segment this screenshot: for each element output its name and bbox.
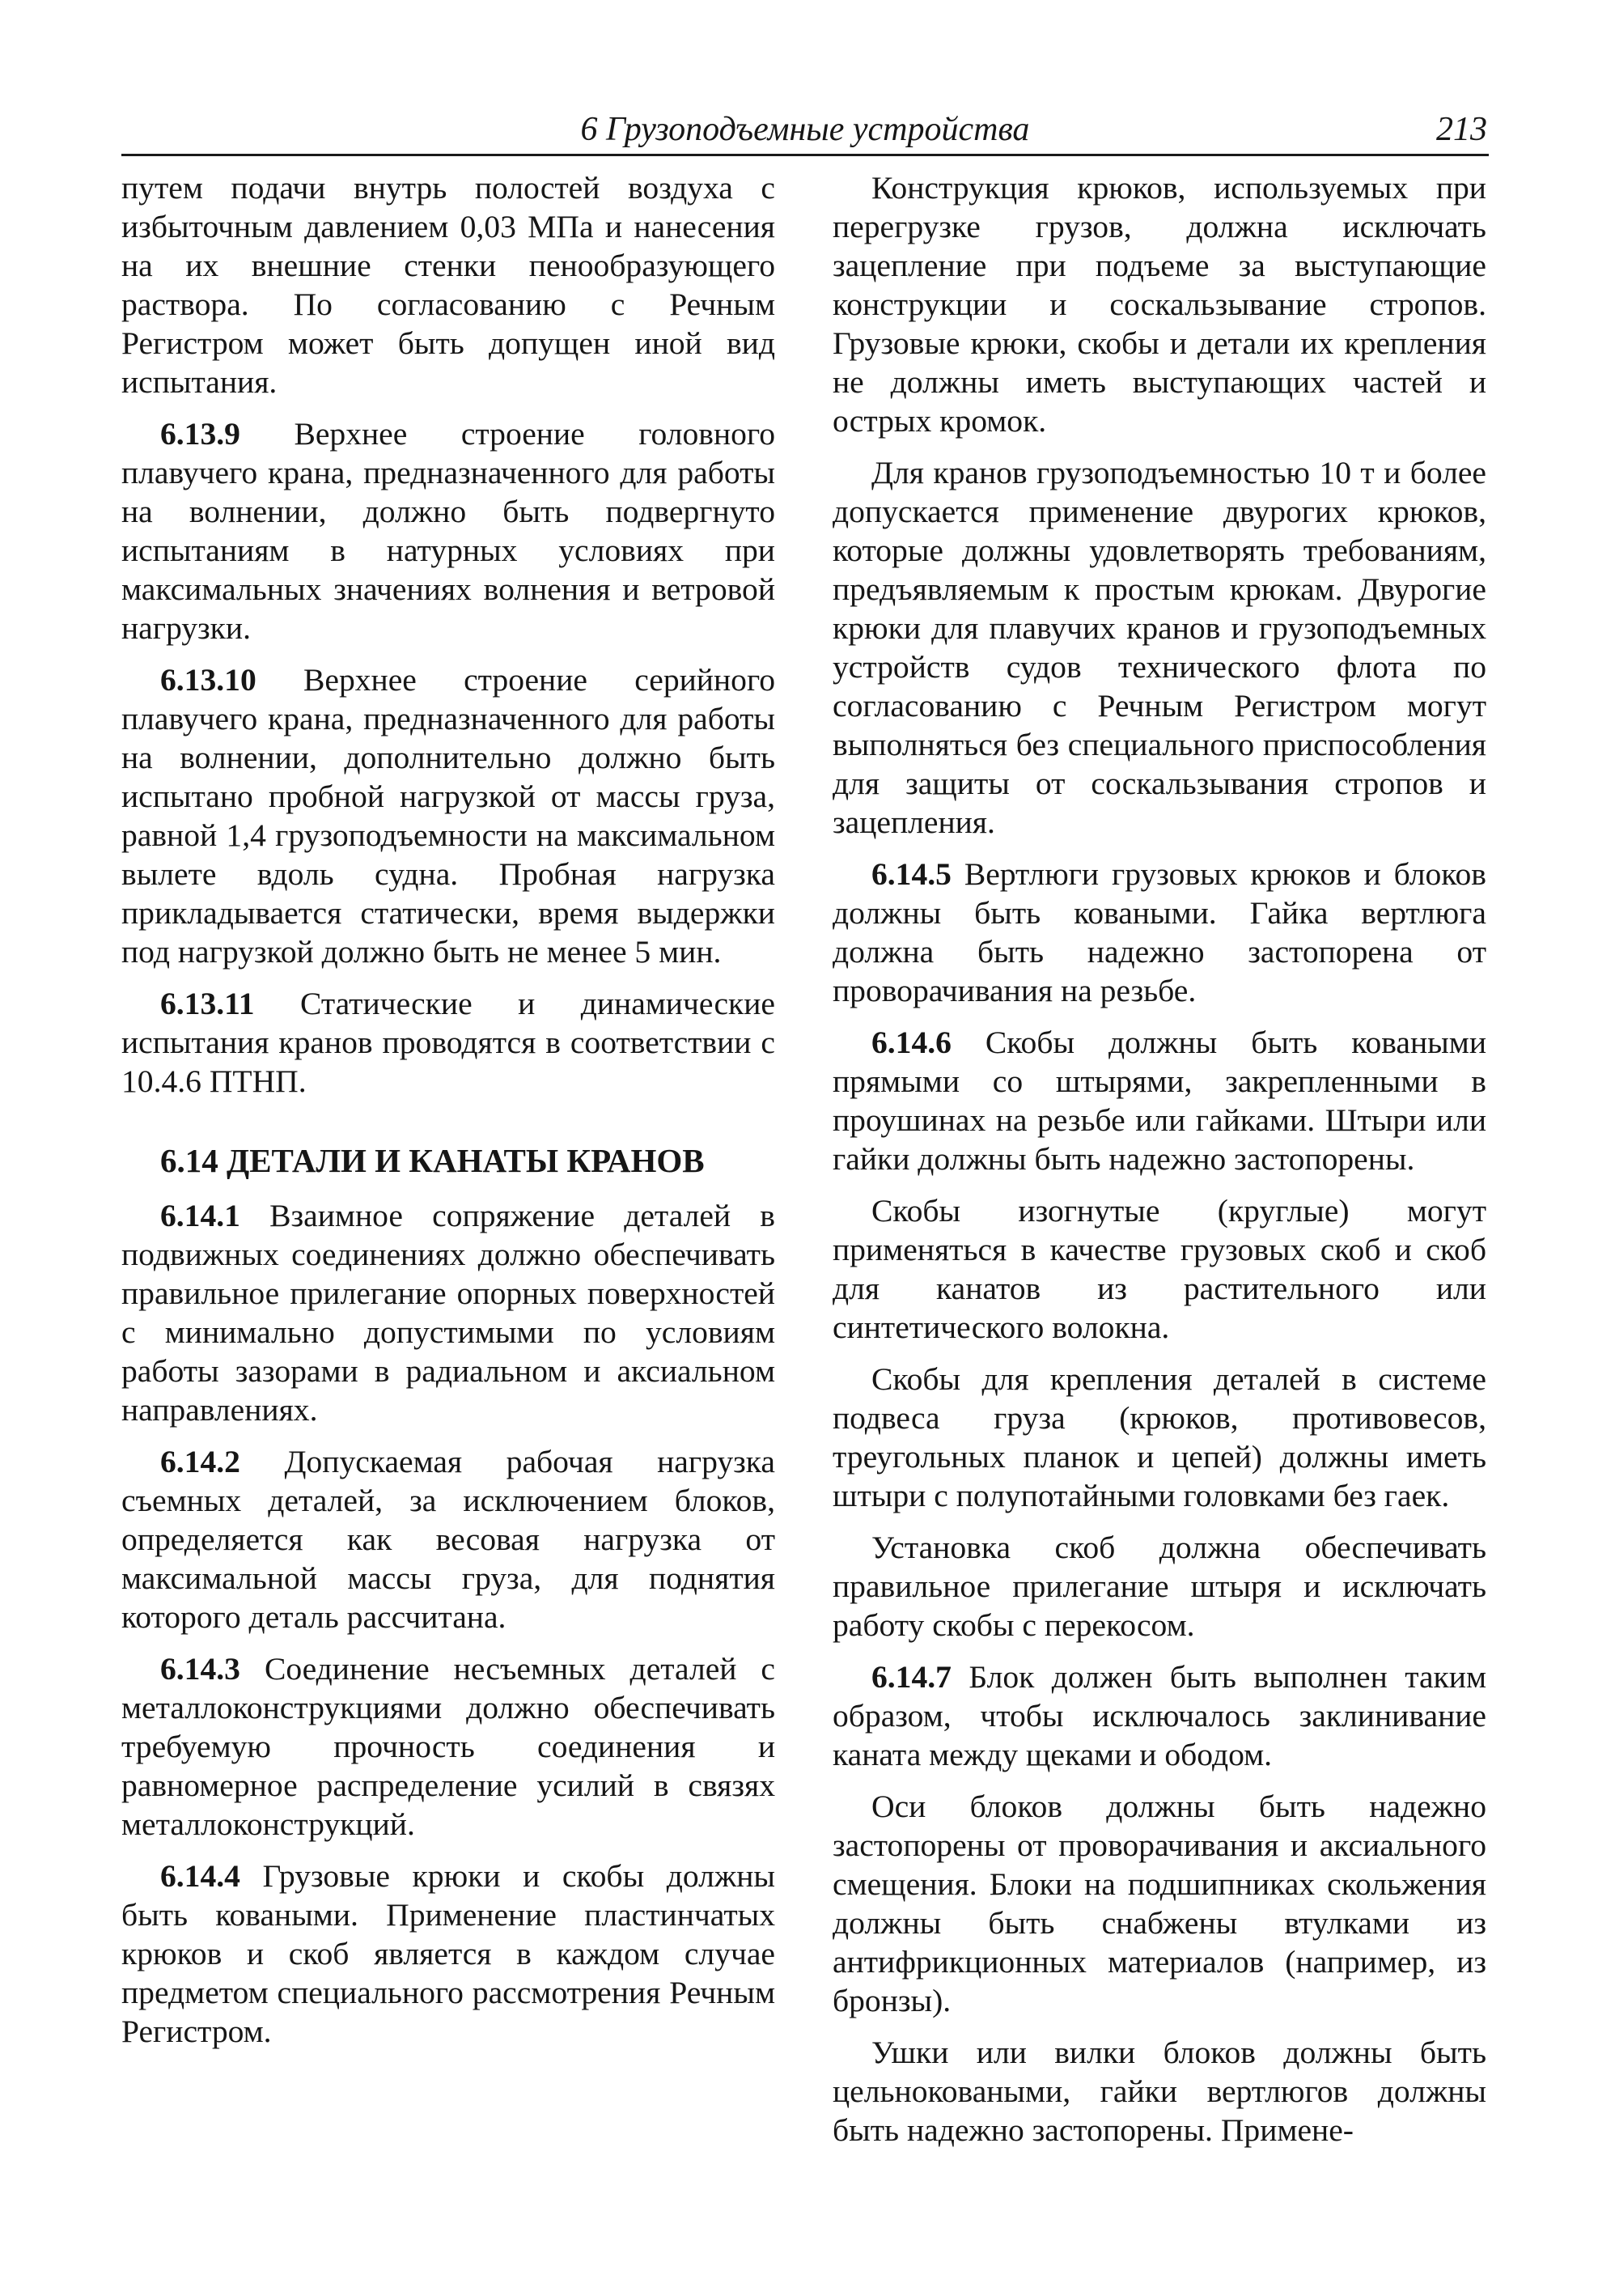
- clause-number: 6.14.5: [871, 856, 952, 892]
- clause-text: Соединение несъемных деталей с металлоконструкциями должно обеспечивать требуемую прочность соединения и равномерное распределение усилий в связях металлоконструкций.: [121, 1651, 775, 1842]
- clause-text: Верхнее строение серийного плавучего крана, предназначенного для работы на волнении, дополнительно должно быть испытано пробной нагрузкой от массы груза, равной 1,4 грузоподъемности на максимальном вылете вдоль судна. Пробная нагрузка прикладывается статически, время выдержки под нагрузкой должно быть не менее 5 мин.: [121, 662, 775, 970]
- clause-text: Допускаемая рабочая нагрузка съемных деталей, за исключением блоков, определяется как весовая нагрузка от максимальной массы груза, для поднятия которого деталь рассчитана.: [121, 1444, 775, 1635]
- clause-6-14-5: [833, 855, 1486, 1010]
- paragraph: путем подачи внутрь полостей воздуха с избыточным давлением 0,03 МПа и нанесения на их внешние стенки пенообразующего раствора. По согласованию с Речным Регистром может быть допущен иной вид испытания.: [121, 170, 775, 400]
- paragraph: Скобы изогнутые (круглые) могут применяться в качестве грузовых скоб и скоб для канатов из растительного или синтетического волокна.: [833, 1193, 1486, 1345]
- paragraph: Оси блоков должны быть надежно застопорены от проворачивания и аксиального смещения. Блоки на подшипниках скольжения должны быть снабжены втулками из антифрикционных материалов (например, из бронзы).: [833, 1789, 1486, 2018]
- header-title: 6 Грузоподъемные устройства: [580, 111, 1030, 148]
- left-column: [121, 168, 775, 2064]
- clause-number: 6.13.10: [160, 662, 256, 698]
- clause-6-13-9: [121, 414, 775, 647]
- clause-6-13-11: [121, 984, 775, 1101]
- clause-number: 6.14.3: [160, 1651, 240, 1687]
- clause-6-14-7: [833, 1657, 1486, 1774]
- clause-6-14-2: [121, 1442, 775, 1636]
- paragraph: Для кранов грузоподъемностью 10 т и более допускается применение двурогих крюков, которые должны удовлетворять требованиям, предъявляемым к простым крюкам. Двурогие крюки для плавучих кранов и грузоподъемных устройств судов технического флота по согласованию с Речным Регистром могут выполняться без специального приспособления для защиты от соскальзывания стропов и зацепления.: [833, 455, 1486, 840]
- clause-number: 6.14.2: [160, 1444, 240, 1479]
- clause-6-14-3: [121, 1649, 775, 1844]
- clause-text: Верхнее строение головного плавучего крана, предназначенного для работы на волнении, должно быть подвергнуто испытаниям в натурных условиях при максимальных значениях волнения и ветровой нагрузки.: [121, 416, 775, 646]
- clause-text: Взаимное сопряжение деталей в подвижных соединениях должно обеспечивать правильное прилегание опорных поверхностей с минимально допустимыми по условиям работы зазорами в радиальном и аксиальном направлениях.: [121, 1198, 775, 1428]
- clause-text: Статические и динамические испытания кранов проводятся в соответствии с 10.4.6 ПТНП.: [121, 986, 775, 1099]
- clause-number: 6.13.9: [160, 416, 240, 452]
- paragraph: Скобы для крепления деталей в системе подвеса груза (крюков, противовесов, треугольных планок и цепей) должны иметь штыри с полупотайными головками без гаек.: [833, 1361, 1486, 1513]
- clause-6-14-6: [833, 1023, 1486, 1178]
- clause-text: Блок должен быть выполнен таким образом, чтобы исключалось заклинивание каната между щеками и ободом.: [833, 1659, 1486, 1772]
- right-column: [833, 168, 1486, 2162]
- paragraph: Установка скоб должна обеспечивать правильное прилегание штыря и исключать работу скобы с перекосом.: [833, 1530, 1486, 1643]
- page-number: 213: [1436, 111, 1487, 148]
- clause-number: 6.14.1: [160, 1198, 240, 1233]
- clause-text: Скобы должны быть коваными прямыми со штырями, закрепленными в проушинах на резьбе или гайками. Штыри или гайки должны быть надежно застопорены.: [833, 1025, 1486, 1177]
- paragraph: Ушки или вилки блоков должны быть цельноковаными, гайки вертлюгов должны быть надежно застопорены. Примене-: [833, 2035, 1486, 2148]
- clause-6-14-1: [121, 1196, 775, 1429]
- section-heading: 6.14 ДЕТАЛИ И КАНАТЫ КРАНОВ: [160, 1142, 705, 1179]
- clause-number: 6.13.11: [160, 986, 255, 1021]
- clause-text: Вертлюги грузовых крюков и блоков должны быть коваными. Гайка вертлюга должна быть надежно застопорена от проворачивания на резьбе.: [833, 856, 1486, 1008]
- clause-6-13-10: [121, 660, 775, 971]
- running-header: [121, 108, 1489, 156]
- clause-number: 6.14.7: [871, 1659, 952, 1695]
- clause-number: 6.14.6: [871, 1025, 952, 1060]
- clause-text: Грузовые крюки и скобы должны быть коваными. Применение пластинчатых крюков и скоб является в каждом случае предметом специального рассмотрения Речным Регистром.: [121, 1858, 775, 2049]
- clause-number: 6.14.4: [160, 1858, 240, 1894]
- paragraph: Конструкция крюков, используемых при перегрузке грузов, должна исключать зацепление при подъеме за выступающие конструкции и соскальзывание стропов. Грузовые крюки, скобы и детали их крепления не должны иметь выступающих частей и острых кромок.: [833, 170, 1486, 439]
- clause-6-14-4: [121, 1857, 775, 2051]
